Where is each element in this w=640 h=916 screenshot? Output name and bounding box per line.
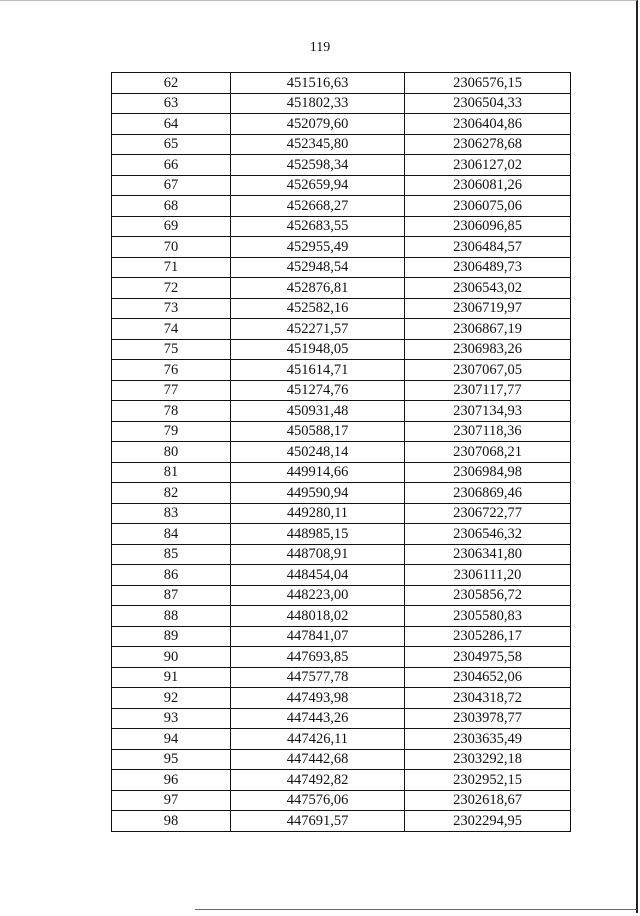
table-row [112, 216, 571, 237]
point-number-cell: 82 [112, 483, 231, 504]
x-coordinate-cell: 452598,34 [231, 155, 405, 176]
y-coordinate-cell: 2306504,33 [405, 93, 571, 114]
table-row [112, 565, 571, 586]
table-row [112, 421, 571, 442]
x-coordinate-cell: 447577,78 [231, 667, 405, 688]
x-coordinate-cell: 448454,04 [231, 565, 405, 586]
coordinates-table [111, 72, 571, 832]
x-coordinate-cell: 452271,57 [231, 319, 405, 340]
x-coordinate-cell: 448708,91 [231, 544, 405, 565]
table-row [112, 257, 571, 278]
point-number-cell: 78 [112, 401, 231, 422]
y-coordinate-cell: 2306983,26 [405, 339, 571, 360]
page-number: 119 [309, 40, 331, 55]
point-number-cell: 73 [112, 298, 231, 319]
table-row [112, 278, 571, 299]
point-number-cell: 85 [112, 544, 231, 565]
x-coordinate-cell: 450588,17 [231, 421, 405, 442]
x-coordinate-cell: 447443,26 [231, 708, 405, 729]
y-coordinate-cell: 2306489,73 [405, 257, 571, 278]
table-row [112, 73, 571, 94]
point-number-cell: 87 [112, 585, 231, 606]
point-number-cell: 80 [112, 442, 231, 463]
x-coordinate-cell: 452683,55 [231, 216, 405, 237]
x-coordinate-cell: 451516,63 [231, 73, 405, 94]
x-coordinate-cell: 447691,57 [231, 811, 405, 832]
table-row [112, 770, 571, 791]
table-row [112, 708, 571, 729]
point-number-cell: 95 [112, 749, 231, 770]
x-coordinate-cell: 449590,94 [231, 483, 405, 504]
point-number-cell: 91 [112, 667, 231, 688]
point-number-cell: 96 [112, 770, 231, 791]
y-coordinate-cell: 2306484,57 [405, 237, 571, 258]
point-number-cell: 98 [112, 811, 231, 832]
x-coordinate-cell: 452955,49 [231, 237, 405, 258]
x-coordinate-cell: 451274,76 [231, 380, 405, 401]
table-row [112, 360, 571, 381]
y-coordinate-cell: 2307067,05 [405, 360, 571, 381]
point-number-cell: 63 [112, 93, 231, 114]
point-number-cell: 92 [112, 688, 231, 709]
y-coordinate-cell: 2306127,02 [405, 155, 571, 176]
y-coordinate-cell: 2304975,58 [405, 647, 571, 668]
point-number-cell: 67 [112, 175, 231, 196]
table-row [112, 401, 571, 422]
y-coordinate-cell: 2306096,85 [405, 216, 571, 237]
x-coordinate-cell: 447841,07 [231, 626, 405, 647]
y-coordinate-cell: 2306546,32 [405, 524, 571, 545]
y-coordinate-cell: 2306867,19 [405, 319, 571, 340]
table-row [112, 688, 571, 709]
x-coordinate-cell: 452582,16 [231, 298, 405, 319]
table-row [112, 319, 571, 340]
point-number-cell: 64 [112, 114, 231, 135]
table-row [112, 606, 571, 627]
coordinates-table-body [112, 73, 571, 832]
table-row [112, 749, 571, 770]
x-coordinate-cell: 448018,02 [231, 606, 405, 627]
x-coordinate-cell: 449914,66 [231, 462, 405, 483]
y-coordinate-cell: 2305580,83 [405, 606, 571, 627]
table-row [112, 298, 571, 319]
x-coordinate-cell: 452079,60 [231, 114, 405, 135]
table-row [112, 503, 571, 524]
table-row [112, 196, 571, 217]
x-coordinate-cell: 449280,11 [231, 503, 405, 524]
bottom-rule [195, 909, 637, 910]
y-coordinate-cell: 2303292,18 [405, 749, 571, 770]
table-row [112, 339, 571, 360]
point-number-cell: 81 [112, 462, 231, 483]
point-number-cell: 79 [112, 421, 231, 442]
table-row [112, 462, 571, 483]
point-number-cell: 89 [112, 626, 231, 647]
y-coordinate-cell: 2306404,86 [405, 114, 571, 135]
x-coordinate-cell: 447426,11 [231, 729, 405, 750]
y-coordinate-cell: 2306576,15 [405, 73, 571, 94]
table-row [112, 114, 571, 135]
table-row [112, 626, 571, 647]
y-coordinate-cell: 2307118,36 [405, 421, 571, 442]
x-coordinate-cell: 448985,15 [231, 524, 405, 545]
y-coordinate-cell: 2305286,17 [405, 626, 571, 647]
table-row [112, 585, 571, 606]
y-coordinate-cell: 2307117,77 [405, 380, 571, 401]
table-row [112, 483, 571, 504]
table-row [112, 175, 571, 196]
y-coordinate-cell: 2306722,77 [405, 503, 571, 524]
point-number-cell: 70 [112, 237, 231, 258]
point-number-cell: 74 [112, 319, 231, 340]
y-coordinate-cell: 2305856,72 [405, 585, 571, 606]
y-coordinate-cell: 2303978,77 [405, 708, 571, 729]
y-coordinate-cell: 2302618,67 [405, 790, 571, 811]
y-coordinate-cell: 2306984,98 [405, 462, 571, 483]
point-number-cell: 68 [112, 196, 231, 217]
x-coordinate-cell: 447576,06 [231, 790, 405, 811]
x-coordinate-cell: 452948,54 [231, 257, 405, 278]
point-number-cell: 76 [112, 360, 231, 381]
y-coordinate-cell: 2306719,97 [405, 298, 571, 319]
y-coordinate-cell: 2306081,26 [405, 175, 571, 196]
point-number-cell: 65 [112, 134, 231, 155]
table-row [112, 237, 571, 258]
y-coordinate-cell: 2306341,80 [405, 544, 571, 565]
point-number-cell: 72 [112, 278, 231, 299]
table-row [112, 667, 571, 688]
y-coordinate-cell: 2306075,06 [405, 196, 571, 217]
y-coordinate-cell: 2303635,49 [405, 729, 571, 750]
x-coordinate-cell: 452876,81 [231, 278, 405, 299]
y-coordinate-cell: 2306278,68 [405, 134, 571, 155]
point-number-cell: 77 [112, 380, 231, 401]
x-coordinate-cell: 452345,80 [231, 134, 405, 155]
table-row [112, 524, 571, 545]
table-row [112, 647, 571, 668]
y-coordinate-cell: 2307134,93 [405, 401, 571, 422]
point-number-cell: 75 [112, 339, 231, 360]
table-row [112, 729, 571, 750]
y-coordinate-cell: 2302294,95 [405, 811, 571, 832]
table-row [112, 442, 571, 463]
table-row [112, 544, 571, 565]
point-number-cell: 88 [112, 606, 231, 627]
point-number-cell: 97 [112, 790, 231, 811]
table-row [112, 380, 571, 401]
x-coordinate-cell: 450931,48 [231, 401, 405, 422]
point-number-cell: 93 [112, 708, 231, 729]
point-number-cell: 90 [112, 647, 231, 668]
table-row [112, 155, 571, 176]
y-coordinate-cell: 2304318,72 [405, 688, 571, 709]
point-number-cell: 66 [112, 155, 231, 176]
x-coordinate-cell: 451948,05 [231, 339, 405, 360]
table-row [112, 134, 571, 155]
x-coordinate-cell: 447493,98 [231, 688, 405, 709]
point-number-cell: 86 [112, 565, 231, 586]
x-coordinate-cell: 452668,27 [231, 196, 405, 217]
table-row [112, 93, 571, 114]
y-coordinate-cell: 2304652,06 [405, 667, 571, 688]
x-coordinate-cell: 451614,71 [231, 360, 405, 381]
x-coordinate-cell: 448223,00 [231, 585, 405, 606]
point-number-cell: 62 [112, 73, 231, 94]
table-row [112, 790, 571, 811]
x-coordinate-cell: 450248,14 [231, 442, 405, 463]
point-number-cell: 94 [112, 729, 231, 750]
point-number-cell: 84 [112, 524, 231, 545]
point-number-cell: 69 [112, 216, 231, 237]
point-number-cell: 71 [112, 257, 231, 278]
y-coordinate-cell: 2306111,20 [405, 565, 571, 586]
x-coordinate-cell: 447442,68 [231, 749, 405, 770]
y-coordinate-cell: 2307068,21 [405, 442, 571, 463]
y-coordinate-cell: 2306543,02 [405, 278, 571, 299]
point-number-cell: 83 [112, 503, 231, 524]
x-coordinate-cell: 447492,82 [231, 770, 405, 791]
table-row [112, 811, 571, 832]
x-coordinate-cell: 447693,85 [231, 647, 405, 668]
x-coordinate-cell: 451802,33 [231, 93, 405, 114]
x-coordinate-cell: 452659,94 [231, 175, 405, 196]
y-coordinate-cell: 2302952,15 [405, 770, 571, 791]
y-coordinate-cell: 2306869,46 [405, 483, 571, 504]
